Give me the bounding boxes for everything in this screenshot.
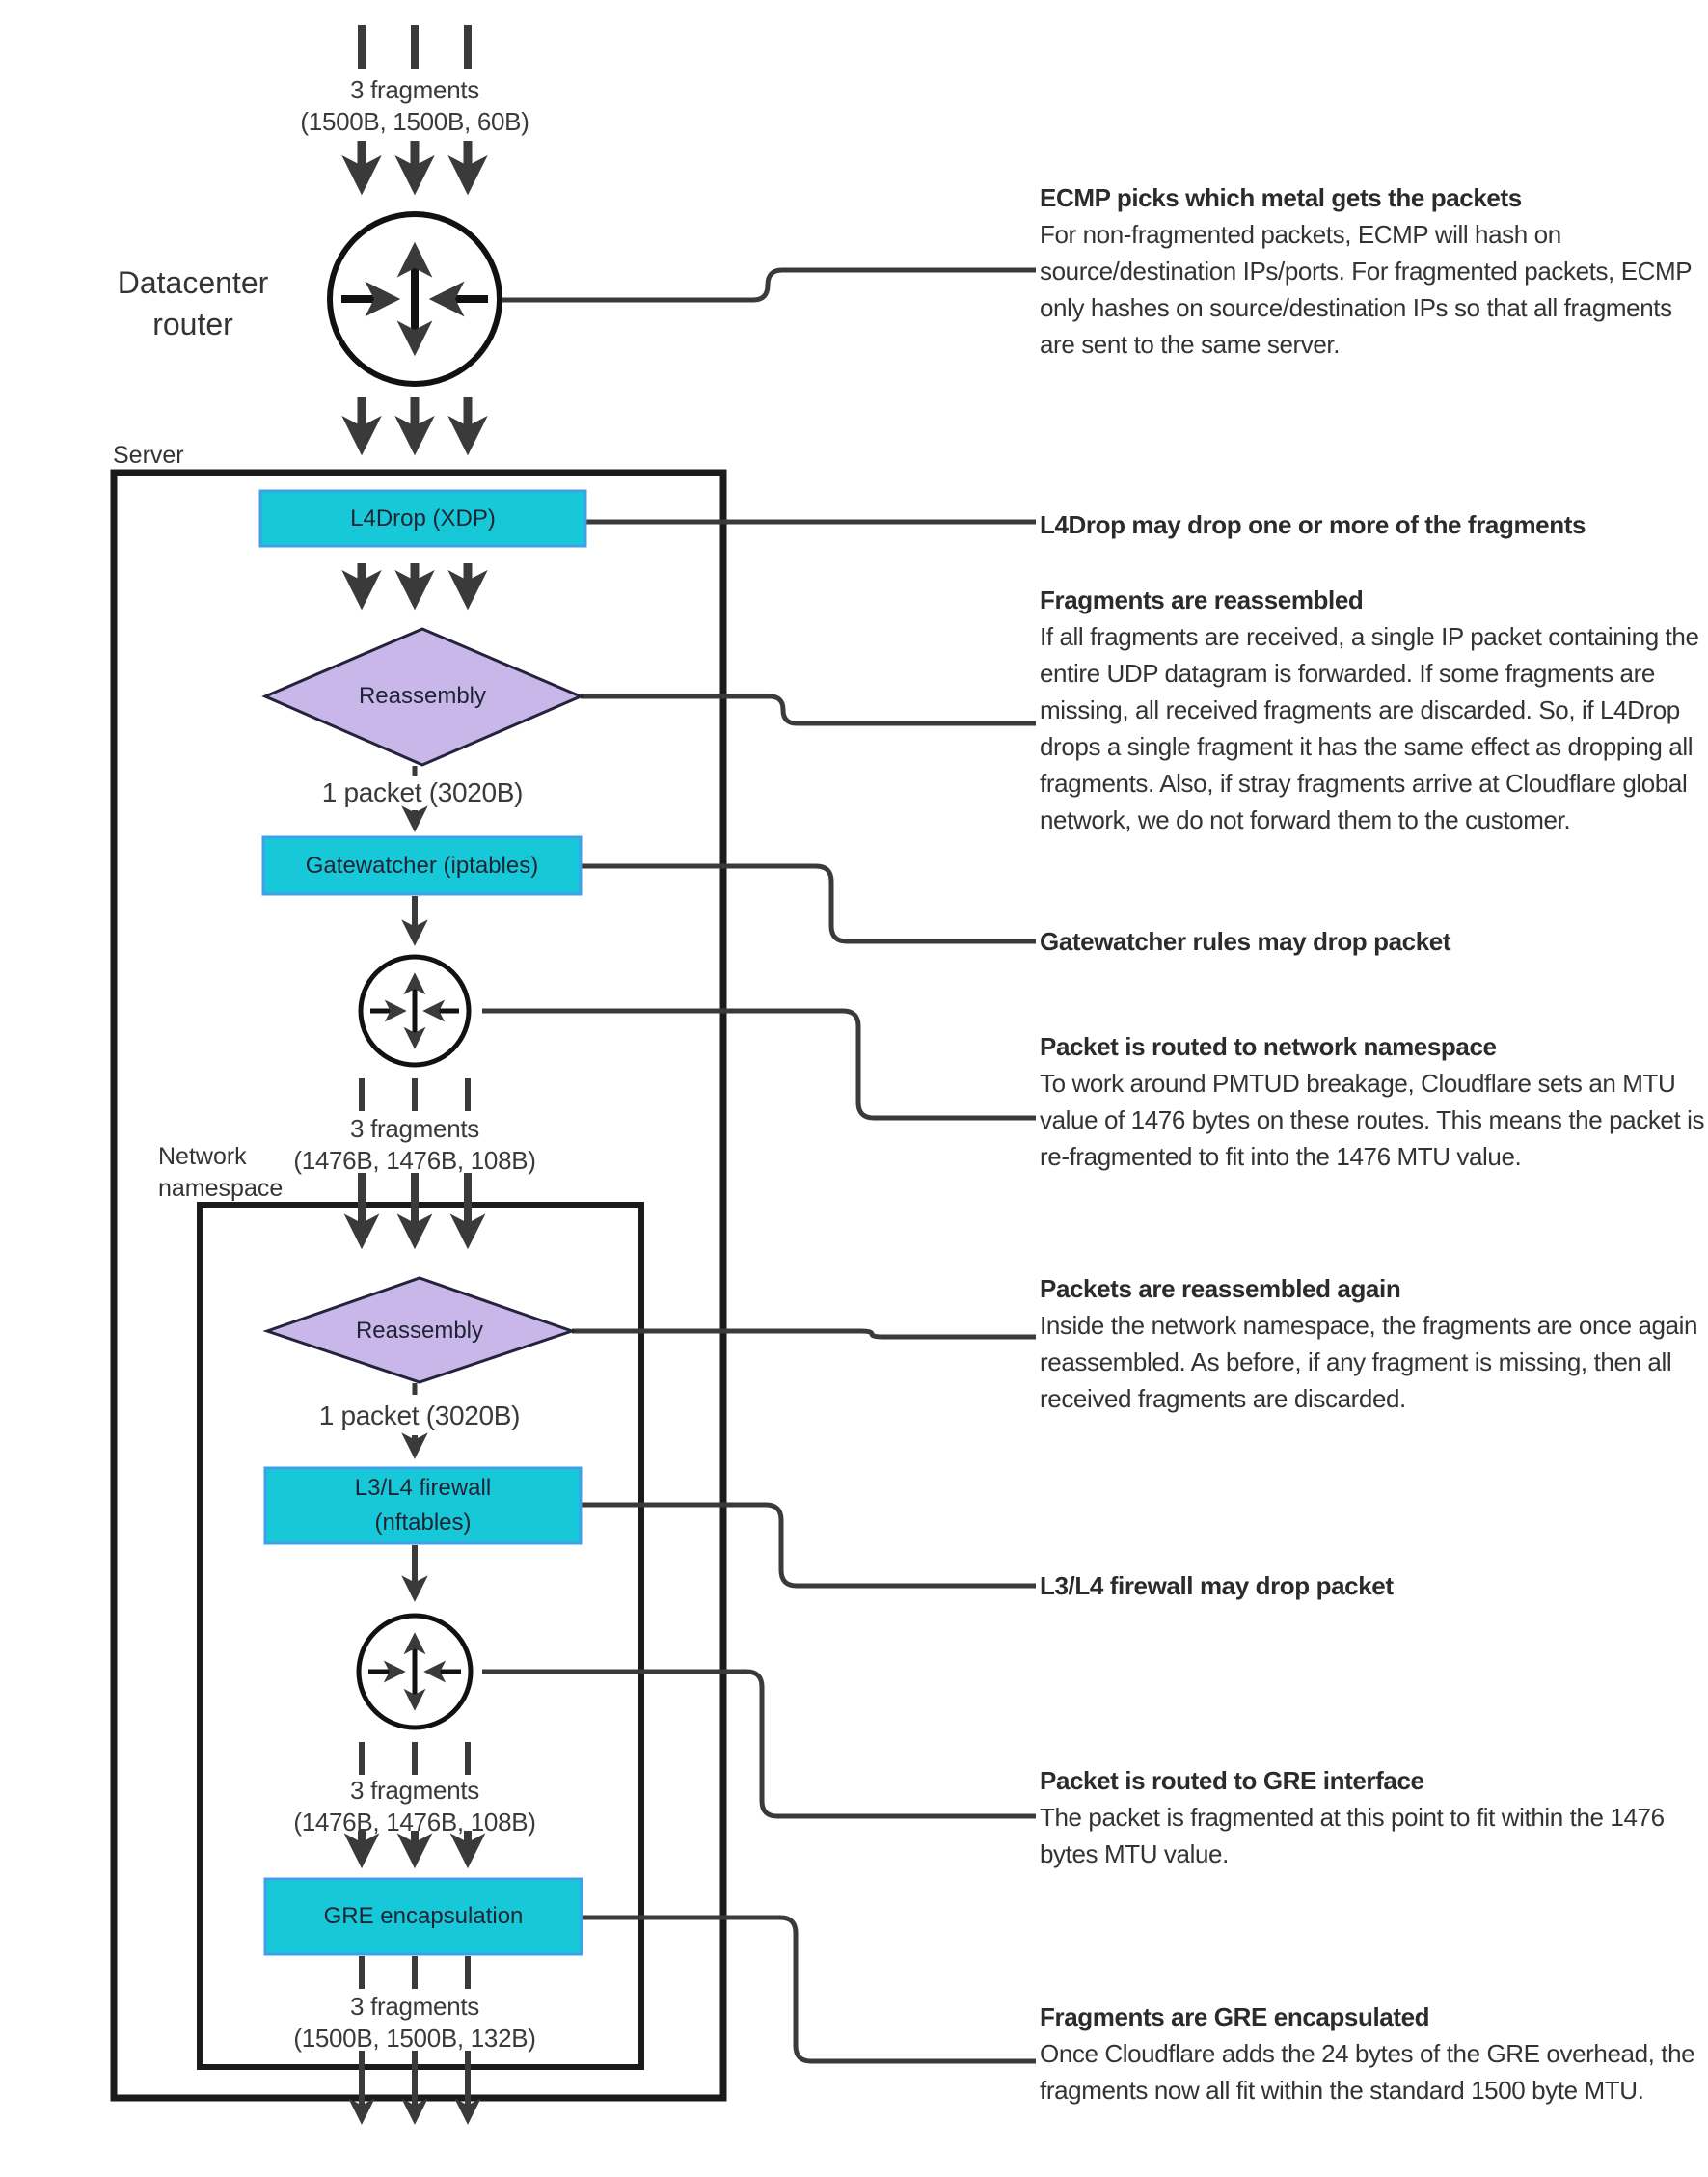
- note-body: Once Cloudflare adds the 24 bytes of the GRE overhead, the fragments now all fit within the standard 1500 byte MTU.: [1040, 2039, 1695, 2105]
- fragments-count: 3 fragments: [350, 75, 479, 104]
- fragment-stubs-out: [362, 1956, 468, 1989]
- firewall-label: [265, 1468, 581, 1543]
- note-reassembled: [1040, 582, 1705, 838]
- note-body: The packet is fragmented at this point to fit within the 1476 bytes MTU value.: [1040, 1803, 1665, 1868]
- datacenter-router-label: [58, 262, 328, 345]
- note-heading: Packet is routed to network namespace: [1040, 1032, 1497, 1061]
- fragments-sizes: (1500B, 1500B, 60B): [300, 107, 529, 136]
- fragments-label-out: [174, 1991, 656, 2055]
- reassembly-label-1: Reassembly: [358, 683, 487, 709]
- server-box-title: Server: [113, 442, 184, 469]
- router-icon-gre-route: [359, 1616, 471, 1728]
- note-heading: Fragments are GRE encapsulated: [1040, 2002, 1430, 2031]
- fragment-stubs-gre: [362, 1742, 468, 1775]
- namespace-title-line1: Network: [158, 1143, 247, 1170]
- fragments-sizes: (1476B, 1476B, 108B): [293, 1808, 536, 1837]
- arrows-into-router: [362, 141, 468, 185]
- datacenter-router-line2: router: [152, 307, 233, 341]
- packet-label-2: 1 packet (3020B): [318, 1401, 521, 1430]
- note-heading: Packet is routed to GRE interface: [1040, 1766, 1424, 1795]
- note-heading: L3/L4 firewall may drop packet: [1040, 1571, 1394, 1600]
- fragments-sizes: (1476B, 1476B, 108B): [293, 1146, 536, 1175]
- note-reassembled-again: [1040, 1270, 1705, 1417]
- arrows-out-bottom: [362, 2051, 468, 2118]
- reassembly-label-2: Reassembly: [355, 1318, 484, 1344]
- note-heading: Gatewatcher rules may drop packet: [1040, 927, 1451, 956]
- firewall-label-line2: (nftables): [374, 1510, 472, 1536]
- fragments-count: 3 fragments: [350, 1776, 479, 1805]
- fragment-stubs-namespace: [362, 1078, 468, 1111]
- connector-route-namespace: [482, 1011, 1036, 1118]
- note-routed-namespace: [1040, 1028, 1705, 1175]
- gre-label: GRE encapsulation: [323, 1903, 524, 1929]
- arrows-into-server: [362, 397, 468, 446]
- note-routed-gre: [1040, 1762, 1705, 1872]
- firewall-label-line1: L3/L4 firewall: [354, 1475, 492, 1501]
- note-ecmp: [1040, 179, 1705, 363]
- l4drop-label: L4Drop (XDP): [350, 504, 496, 531]
- fragments-count: 3 fragments: [350, 1114, 479, 1143]
- router-icon-datacenter: [330, 214, 500, 384]
- fragment-stubs-top: [362, 25, 468, 69]
- connector-ecmp: [500, 270, 1036, 300]
- fragments-label-top: [174, 74, 656, 138]
- namespace-box-title: [158, 1141, 283, 1205]
- connector-reassembly-1: [581, 696, 1036, 723]
- fragments-sizes: (1500B, 1500B, 132B): [293, 2024, 536, 2053]
- note-firewall: [1040, 1567, 1705, 1604]
- note-heading: Packets are reassembled again: [1040, 1274, 1401, 1303]
- note-gre-encapsulated: [1040, 1999, 1705, 2109]
- note-body: Inside the network namespace, the fragments are once again reassembled. As before, if any fragment is missing, then all received fragments are discarded.: [1040, 1311, 1698, 1413]
- router-icon-namespace-route: [361, 957, 469, 1065]
- packet-label-1: 1 packet (3020B): [321, 777, 524, 807]
- fragments-count: 3 fragments: [350, 1992, 479, 2021]
- fragments-label-gre: [174, 1775, 656, 1838]
- gatewatcher-label: Gatewatcher (iptables): [305, 852, 539, 879]
- note-body: To work around PMTUD breakage, Cloudflare sets an MTU value of 1476 bytes on these routes. This means the packet is re-fragmented to fit into the 1476 MTU value.: [1040, 1069, 1705, 1171]
- connector-gatewatcher: [581, 866, 1036, 941]
- note-body: For non-fragmented packets, ECMP will hash on source/destination IPs/ports. For fragmented packets, ECMP only hashes on source/destination IPs so that all fragments are sent to the same server.: [1040, 220, 1692, 359]
- note-gatewatcher: [1040, 923, 1705, 960]
- note-body: If all fragments are received, a single IP packet containing the entire UDP datagram is forwarded. If some fragments are missing, all received fragments are discarded. So, if L4Drop drops a single fragment it has the same effect as dropping all fragments. Also, if stray fragments arrive at Cloudflare global network, we do not forward them to the customer.: [1040, 622, 1699, 834]
- note-heading: L4Drop may drop one or more of the fragments: [1040, 510, 1586, 539]
- connector-firewall: [581, 1505, 1036, 1586]
- note-heading: ECMP picks which metal gets the packets: [1040, 183, 1522, 212]
- arrows-into-reassembly-1: [362, 563, 468, 600]
- note-l4drop: [1040, 506, 1705, 543]
- datacenter-router-line1: Datacenter: [117, 265, 269, 300]
- note-heading: Fragments are reassembled: [1040, 585, 1364, 614]
- namespace-title-line2: namespace: [158, 1175, 284, 1202]
